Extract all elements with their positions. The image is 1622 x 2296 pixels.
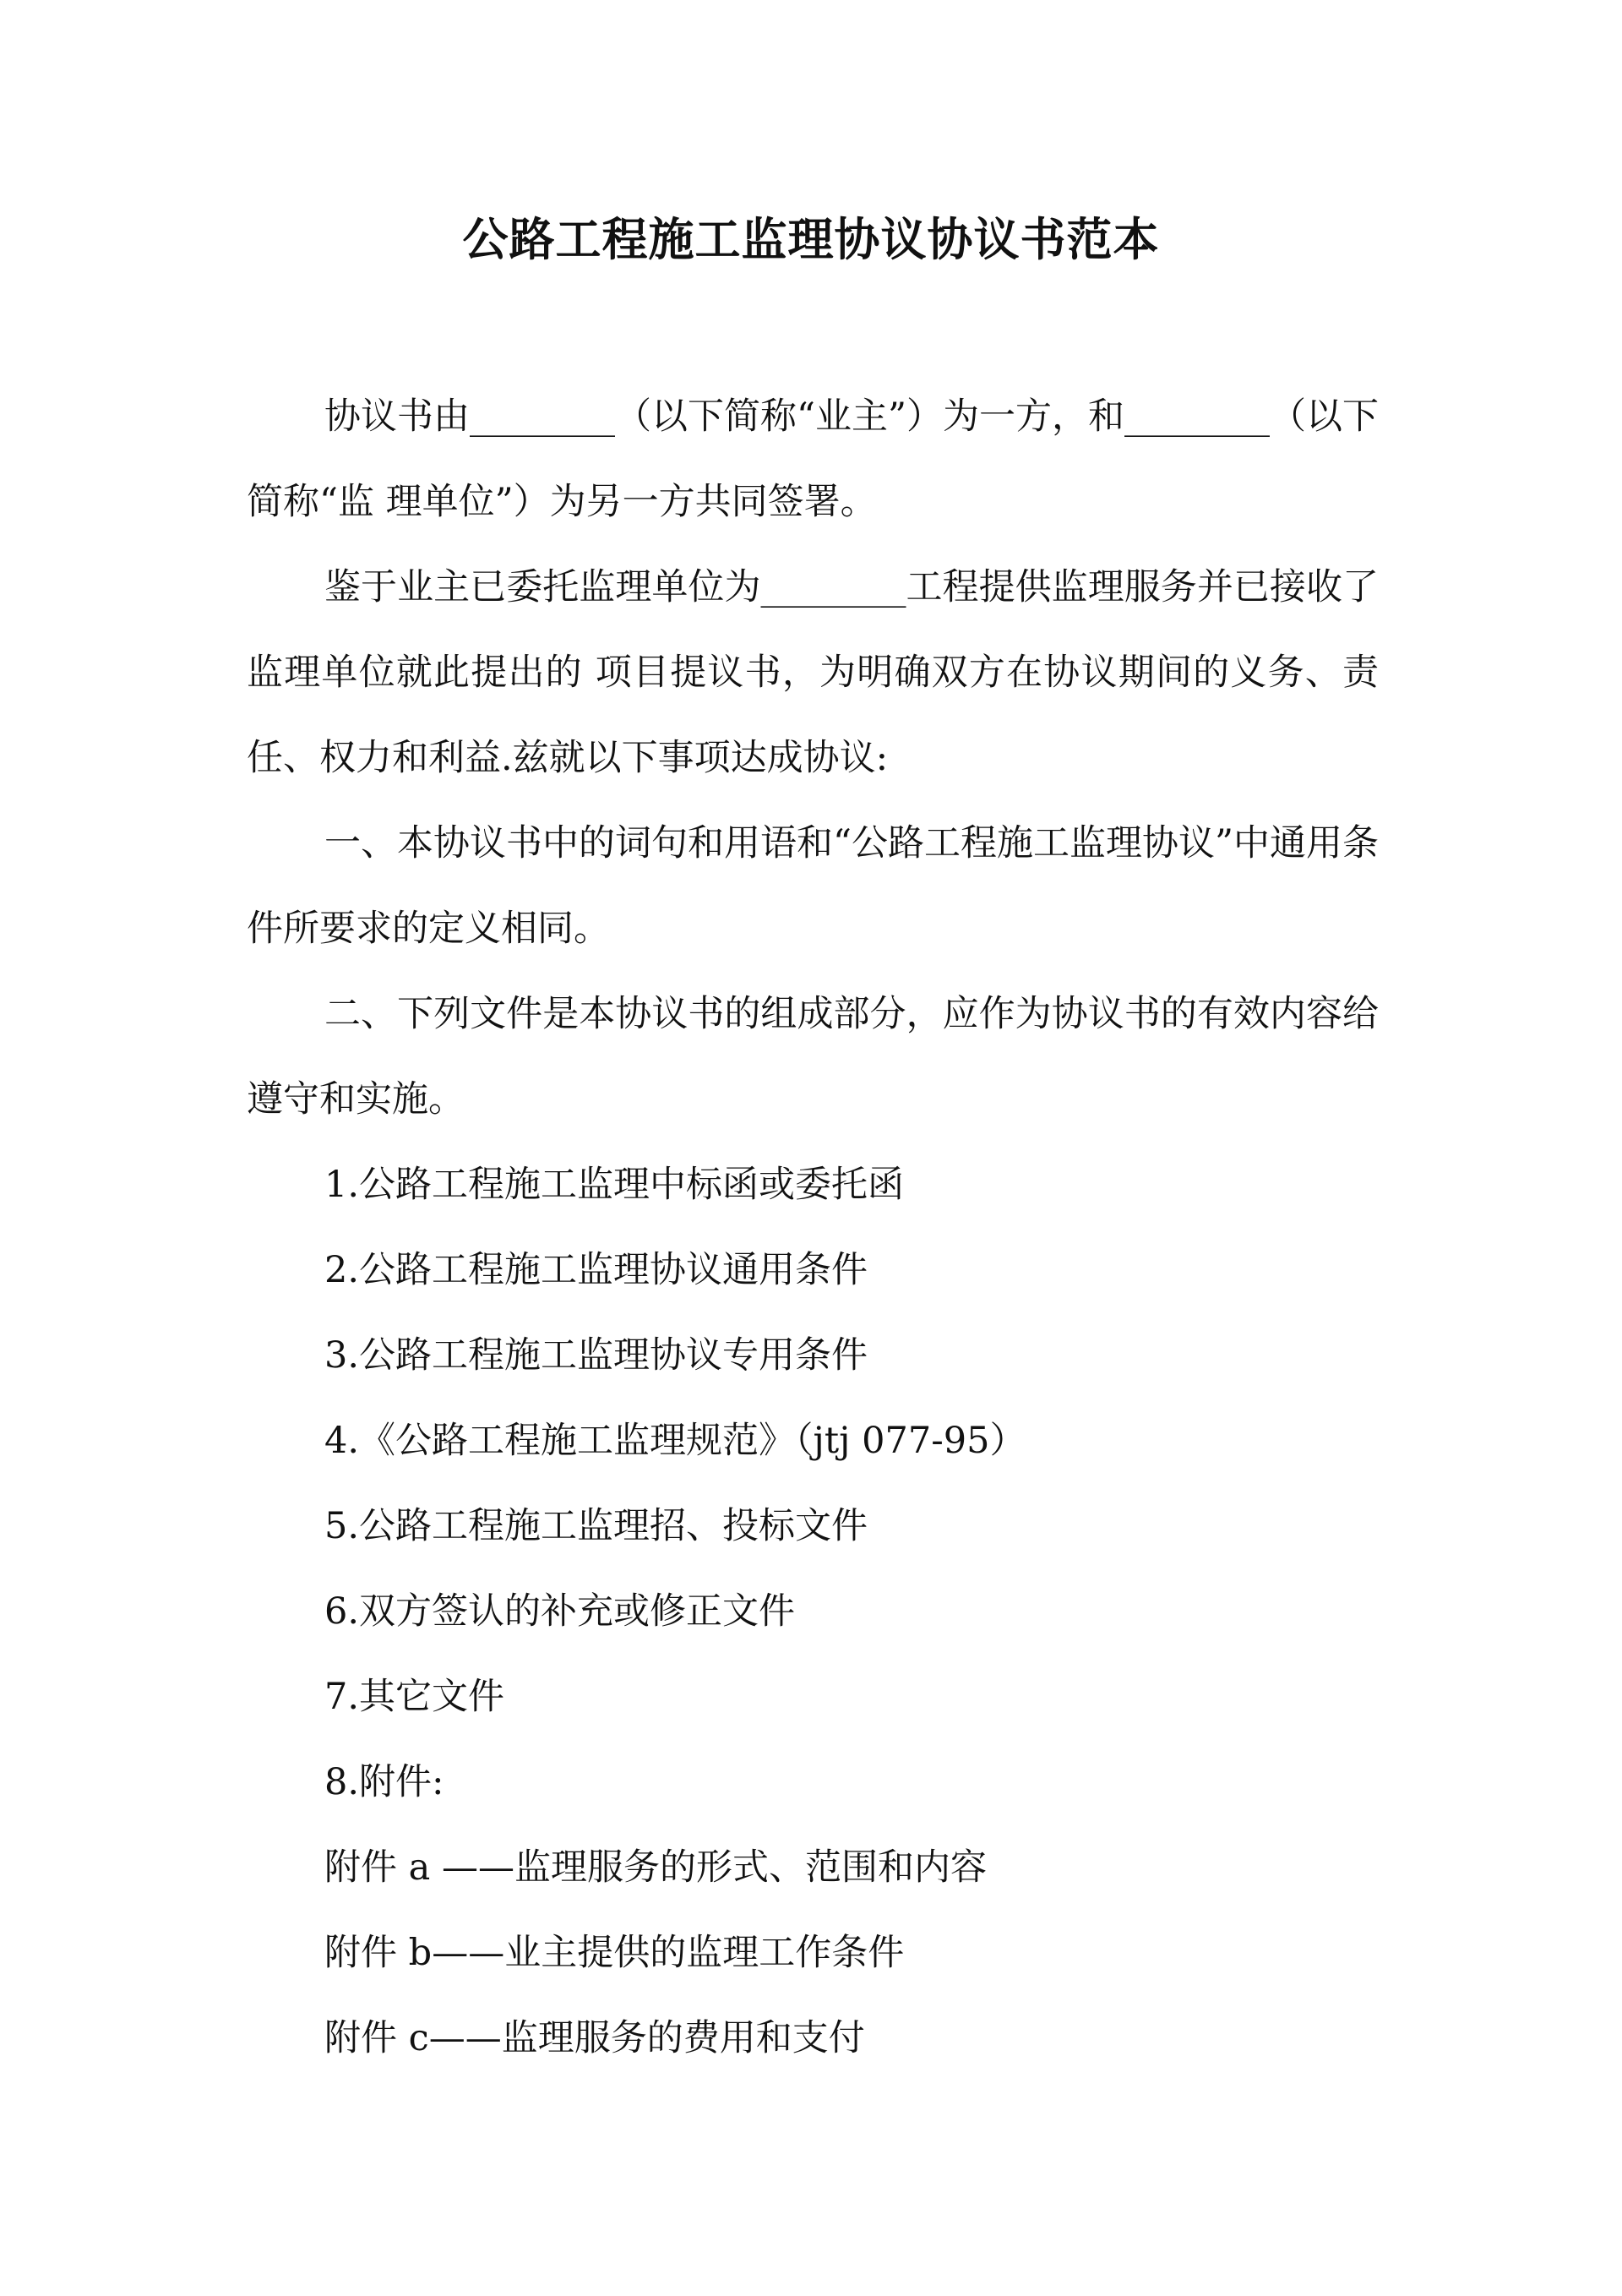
attachment-item: 附件 a ——监理服务的形式、范围和内容 <box>324 1846 987 1889</box>
attachment-item: 附件 b——业主提供的监理工作条件 <box>324 1932 905 1974</box>
document-title: 公路工程施工监理协议协议书范本 <box>462 212 1160 266</box>
list-item: 1.公路工程施工监理中标函或委托函 <box>324 1164 905 1206</box>
document-list <box>247 1143 1379 2081</box>
paragraph-signing-parties: 协议书由________（以下简称“业主”）为一方，和________（以下简称“监 理单位”）为另一方共同签署。 <box>247 395 1379 523</box>
list-item: 5.公路工程施工监理招、投标文件 <box>324 1505 868 1547</box>
list-item: 2.公路工程施工监理协议通用条件 <box>324 1249 868 1291</box>
list-item: 6.双方签认的补充或修正文件 <box>324 1590 796 1633</box>
document-body <box>247 374 1379 2081</box>
paragraph-whereas: 鉴于业主已委托监理单位为________工程提供监理服务并已接收了监理单位就此提出的 项目提议书，为明确双方在协议期间的义务、责任、权力和利益.兹就以下事项达成协议: <box>247 566 1379 779</box>
list-item: 4.《公路工程施工监理规范》（jtj 077-95） <box>324 1420 1026 1462</box>
attachment-item: 附件 c——监理服务的费用和支付 <box>324 2017 865 2059</box>
paragraph-clause-one: 一、本协议书中的词句和用语和“公路工程施工监理协议”中通用条件所要求的定义相同。 <box>247 822 1379 950</box>
list-item: 8.附件: <box>324 1761 444 1803</box>
list-item: 3.公路工程施工监理协议专用条件 <box>324 1334 868 1377</box>
paragraph-clause-two: 二、下列文件是本协议书的组成部分，应作为协议书的有效内容给遵守和实施。 <box>247 993 1379 1121</box>
list-item: 7.其它文件 <box>324 1676 505 1718</box>
